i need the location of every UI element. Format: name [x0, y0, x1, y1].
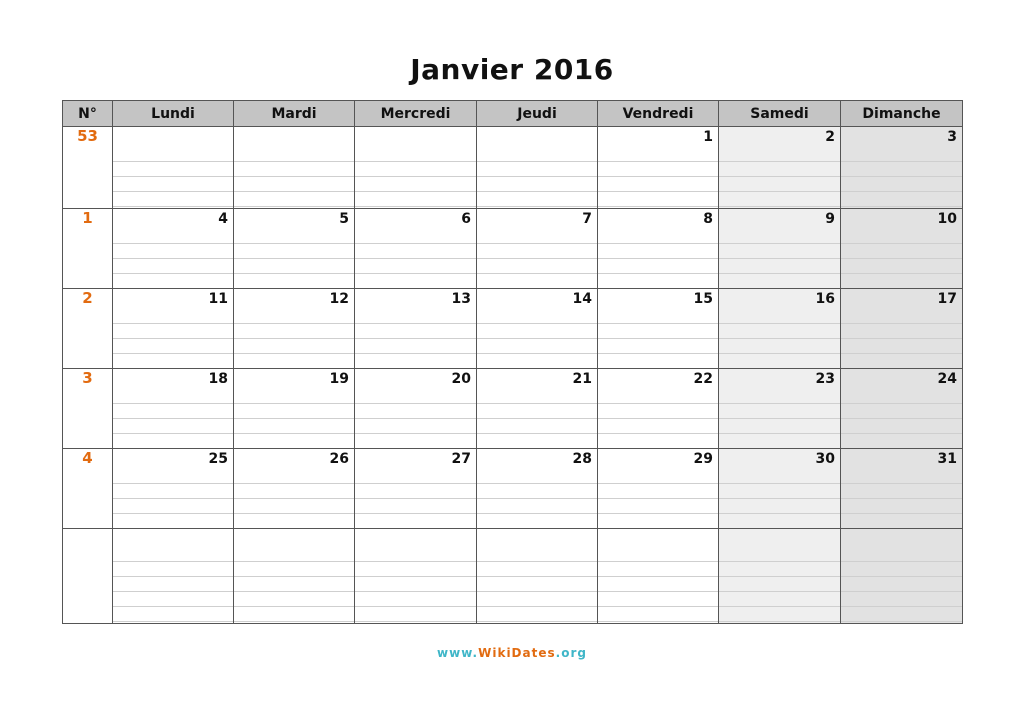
day-cell-friday[interactable] [598, 209, 719, 289]
footer-watermark [0, 646, 1024, 660]
day-number: 4 [218, 211, 228, 227]
week-number: 1 [63, 209, 113, 289]
day-number: 26 [329, 451, 349, 467]
note-lines [841, 147, 962, 208]
note-lines [234, 469, 354, 528]
footer-brand: WikiDates [478, 646, 556, 660]
day-number [355, 529, 476, 548]
note-lines [598, 147, 718, 208]
day-number [477, 529, 597, 548]
day-number: 22 [693, 371, 713, 387]
day-cell-tuesday[interactable] [234, 369, 355, 449]
footer-suffix: .org [555, 646, 587, 660]
day-number: 24 [937, 371, 957, 387]
day-number: 14 [572, 291, 592, 307]
header-row [63, 101, 963, 127]
day-cell-saturday[interactable] [719, 209, 841, 289]
day-number [113, 127, 233, 146]
day-cell-wednesday[interactable] [355, 369, 477, 449]
day-cell-saturday[interactable] [719, 289, 841, 369]
day-cell-monday[interactable] [113, 529, 234, 624]
day-number: 18 [208, 371, 228, 387]
day-number: 23 [815, 371, 835, 387]
day-number: 3 [947, 129, 957, 145]
day-cell-sunday[interactable] [841, 449, 963, 529]
week-row [63, 369, 963, 449]
note-lines [355, 229, 476, 288]
note-lines [477, 147, 597, 208]
day-number: 21 [572, 371, 592, 387]
note-lines [719, 389, 840, 448]
day-number: 20 [451, 371, 471, 387]
day-cell-thursday[interactable] [477, 369, 598, 449]
note-lines [477, 229, 597, 288]
note-lines [113, 469, 233, 528]
day-number: 9 [825, 211, 835, 227]
day-cell-monday[interactable] [113, 127, 234, 209]
day-cell-monday[interactable] [113, 289, 234, 369]
note-lines [841, 229, 962, 288]
week-row [63, 529, 963, 624]
day-cell-sunday[interactable] [841, 529, 963, 624]
note-lines [719, 147, 840, 208]
day-number: 16 [815, 291, 835, 307]
day-number [841, 529, 962, 548]
day-header-friday: Vendredi [598, 101, 719, 127]
note-lines [355, 147, 476, 208]
note-lines [355, 309, 476, 368]
note-lines [841, 469, 962, 528]
day-cell-wednesday[interactable] [355, 529, 477, 624]
week-row [63, 289, 963, 369]
note-lines [234, 547, 354, 623]
day-cell-tuesday[interactable] [234, 529, 355, 624]
day-number: 29 [693, 451, 713, 467]
note-lines [598, 229, 718, 288]
note-lines [719, 469, 840, 528]
note-lines [113, 389, 233, 448]
day-number: 5 [339, 211, 349, 227]
day-cell-thursday[interactable] [477, 289, 598, 369]
day-cell-sunday[interactable] [841, 289, 963, 369]
week-row [63, 209, 963, 289]
day-cell-friday[interactable] [598, 529, 719, 624]
note-lines [598, 469, 718, 528]
note-lines [113, 229, 233, 288]
day-cell-tuesday[interactable] [234, 127, 355, 209]
day-header-saturday: Samedi [719, 101, 841, 127]
day-cell-wednesday[interactable] [355, 127, 477, 209]
day-header-tuesday: Mardi [234, 101, 355, 127]
day-number [598, 529, 718, 548]
day-number: 19 [329, 371, 349, 387]
day-cell-saturday[interactable] [719, 449, 841, 529]
day-cell-sunday[interactable] [841, 209, 963, 289]
day-number [234, 529, 354, 548]
day-cell-thursday[interactable] [477, 529, 598, 624]
day-cell-tuesday[interactable] [234, 209, 355, 289]
day-cell-wednesday[interactable] [355, 289, 477, 369]
day-number [234, 127, 354, 146]
day-number: 30 [815, 451, 835, 467]
day-number: 2 [825, 129, 835, 145]
day-cell-friday[interactable] [598, 449, 719, 529]
day-header-sunday: Dimanche [841, 101, 963, 127]
day-number: 10 [937, 211, 957, 227]
day-cell-wednesday[interactable] [355, 449, 477, 529]
week-number: 53 [63, 127, 113, 209]
note-lines [113, 309, 233, 368]
note-lines [113, 147, 233, 208]
note-lines [234, 147, 354, 208]
day-cell-friday[interactable] [598, 369, 719, 449]
day-cell-thursday[interactable] [477, 209, 598, 289]
note-lines [477, 309, 597, 368]
note-lines [477, 469, 597, 528]
day-number: 7 [582, 211, 592, 227]
day-cell-wednesday[interactable] [355, 209, 477, 289]
day-cell-tuesday[interactable] [234, 449, 355, 529]
day-number: 27 [451, 451, 471, 467]
day-header-monday: Lundi [113, 101, 234, 127]
day-cell-monday[interactable] [113, 209, 234, 289]
note-lines [598, 309, 718, 368]
day-cell-monday[interactable] [113, 369, 234, 449]
note-lines [841, 309, 962, 368]
day-cell-monday[interactable] [113, 449, 234, 529]
note-lines [355, 547, 476, 623]
note-lines [841, 389, 962, 448]
day-cell-sunday[interactable] [841, 127, 963, 209]
day-cell-saturday[interactable] [719, 529, 841, 624]
day-number: 31 [937, 451, 957, 467]
day-number: 15 [693, 291, 713, 307]
day-number: 13 [451, 291, 471, 307]
note-lines [234, 309, 354, 368]
note-lines [234, 389, 354, 448]
note-lines [113, 547, 233, 623]
calendar-grid [62, 100, 963, 624]
day-number: 1 [703, 129, 713, 145]
note-lines [719, 309, 840, 368]
note-lines [477, 547, 597, 623]
calendar-title: Janvier 2016 [410, 53, 614, 86]
day-cell-saturday[interactable] [719, 127, 841, 209]
week-number: 2 [63, 289, 113, 369]
day-number: 8 [703, 211, 713, 227]
footer-prefix: www. [437, 646, 479, 660]
note-lines [355, 389, 476, 448]
day-cell-tuesday[interactable] [234, 289, 355, 369]
day-cell-sunday[interactable] [841, 369, 963, 449]
note-lines [841, 547, 962, 623]
day-cell-saturday[interactable] [719, 369, 841, 449]
day-number: 11 [208, 291, 228, 307]
day-number: 25 [208, 451, 228, 467]
day-number: 17 [937, 291, 957, 307]
day-cell-friday[interactable] [598, 289, 719, 369]
week-row [63, 449, 963, 529]
day-number [355, 127, 476, 146]
week-number: 3 [63, 369, 113, 449]
week-number: 4 [63, 449, 113, 529]
day-number [477, 127, 597, 146]
note-lines [598, 389, 718, 448]
note-lines [719, 547, 840, 623]
day-number [113, 529, 233, 548]
day-number: 12 [329, 291, 349, 307]
day-cell-thursday[interactable] [477, 449, 598, 529]
day-cell-friday[interactable] [598, 127, 719, 209]
week-number-header: N° [63, 101, 113, 127]
note-lines [477, 389, 597, 448]
day-header-thursday: Jeudi [477, 101, 598, 127]
day-cell-thursday[interactable] [477, 127, 598, 209]
note-lines [355, 469, 476, 528]
day-number: 28 [572, 451, 592, 467]
day-number [719, 529, 840, 548]
week-number [63, 529, 113, 624]
note-lines [598, 547, 718, 623]
week-row [63, 127, 963, 209]
day-header-wednesday: Mercredi [355, 101, 477, 127]
note-lines [234, 229, 354, 288]
day-number: 6 [461, 211, 471, 227]
note-lines [719, 229, 840, 288]
